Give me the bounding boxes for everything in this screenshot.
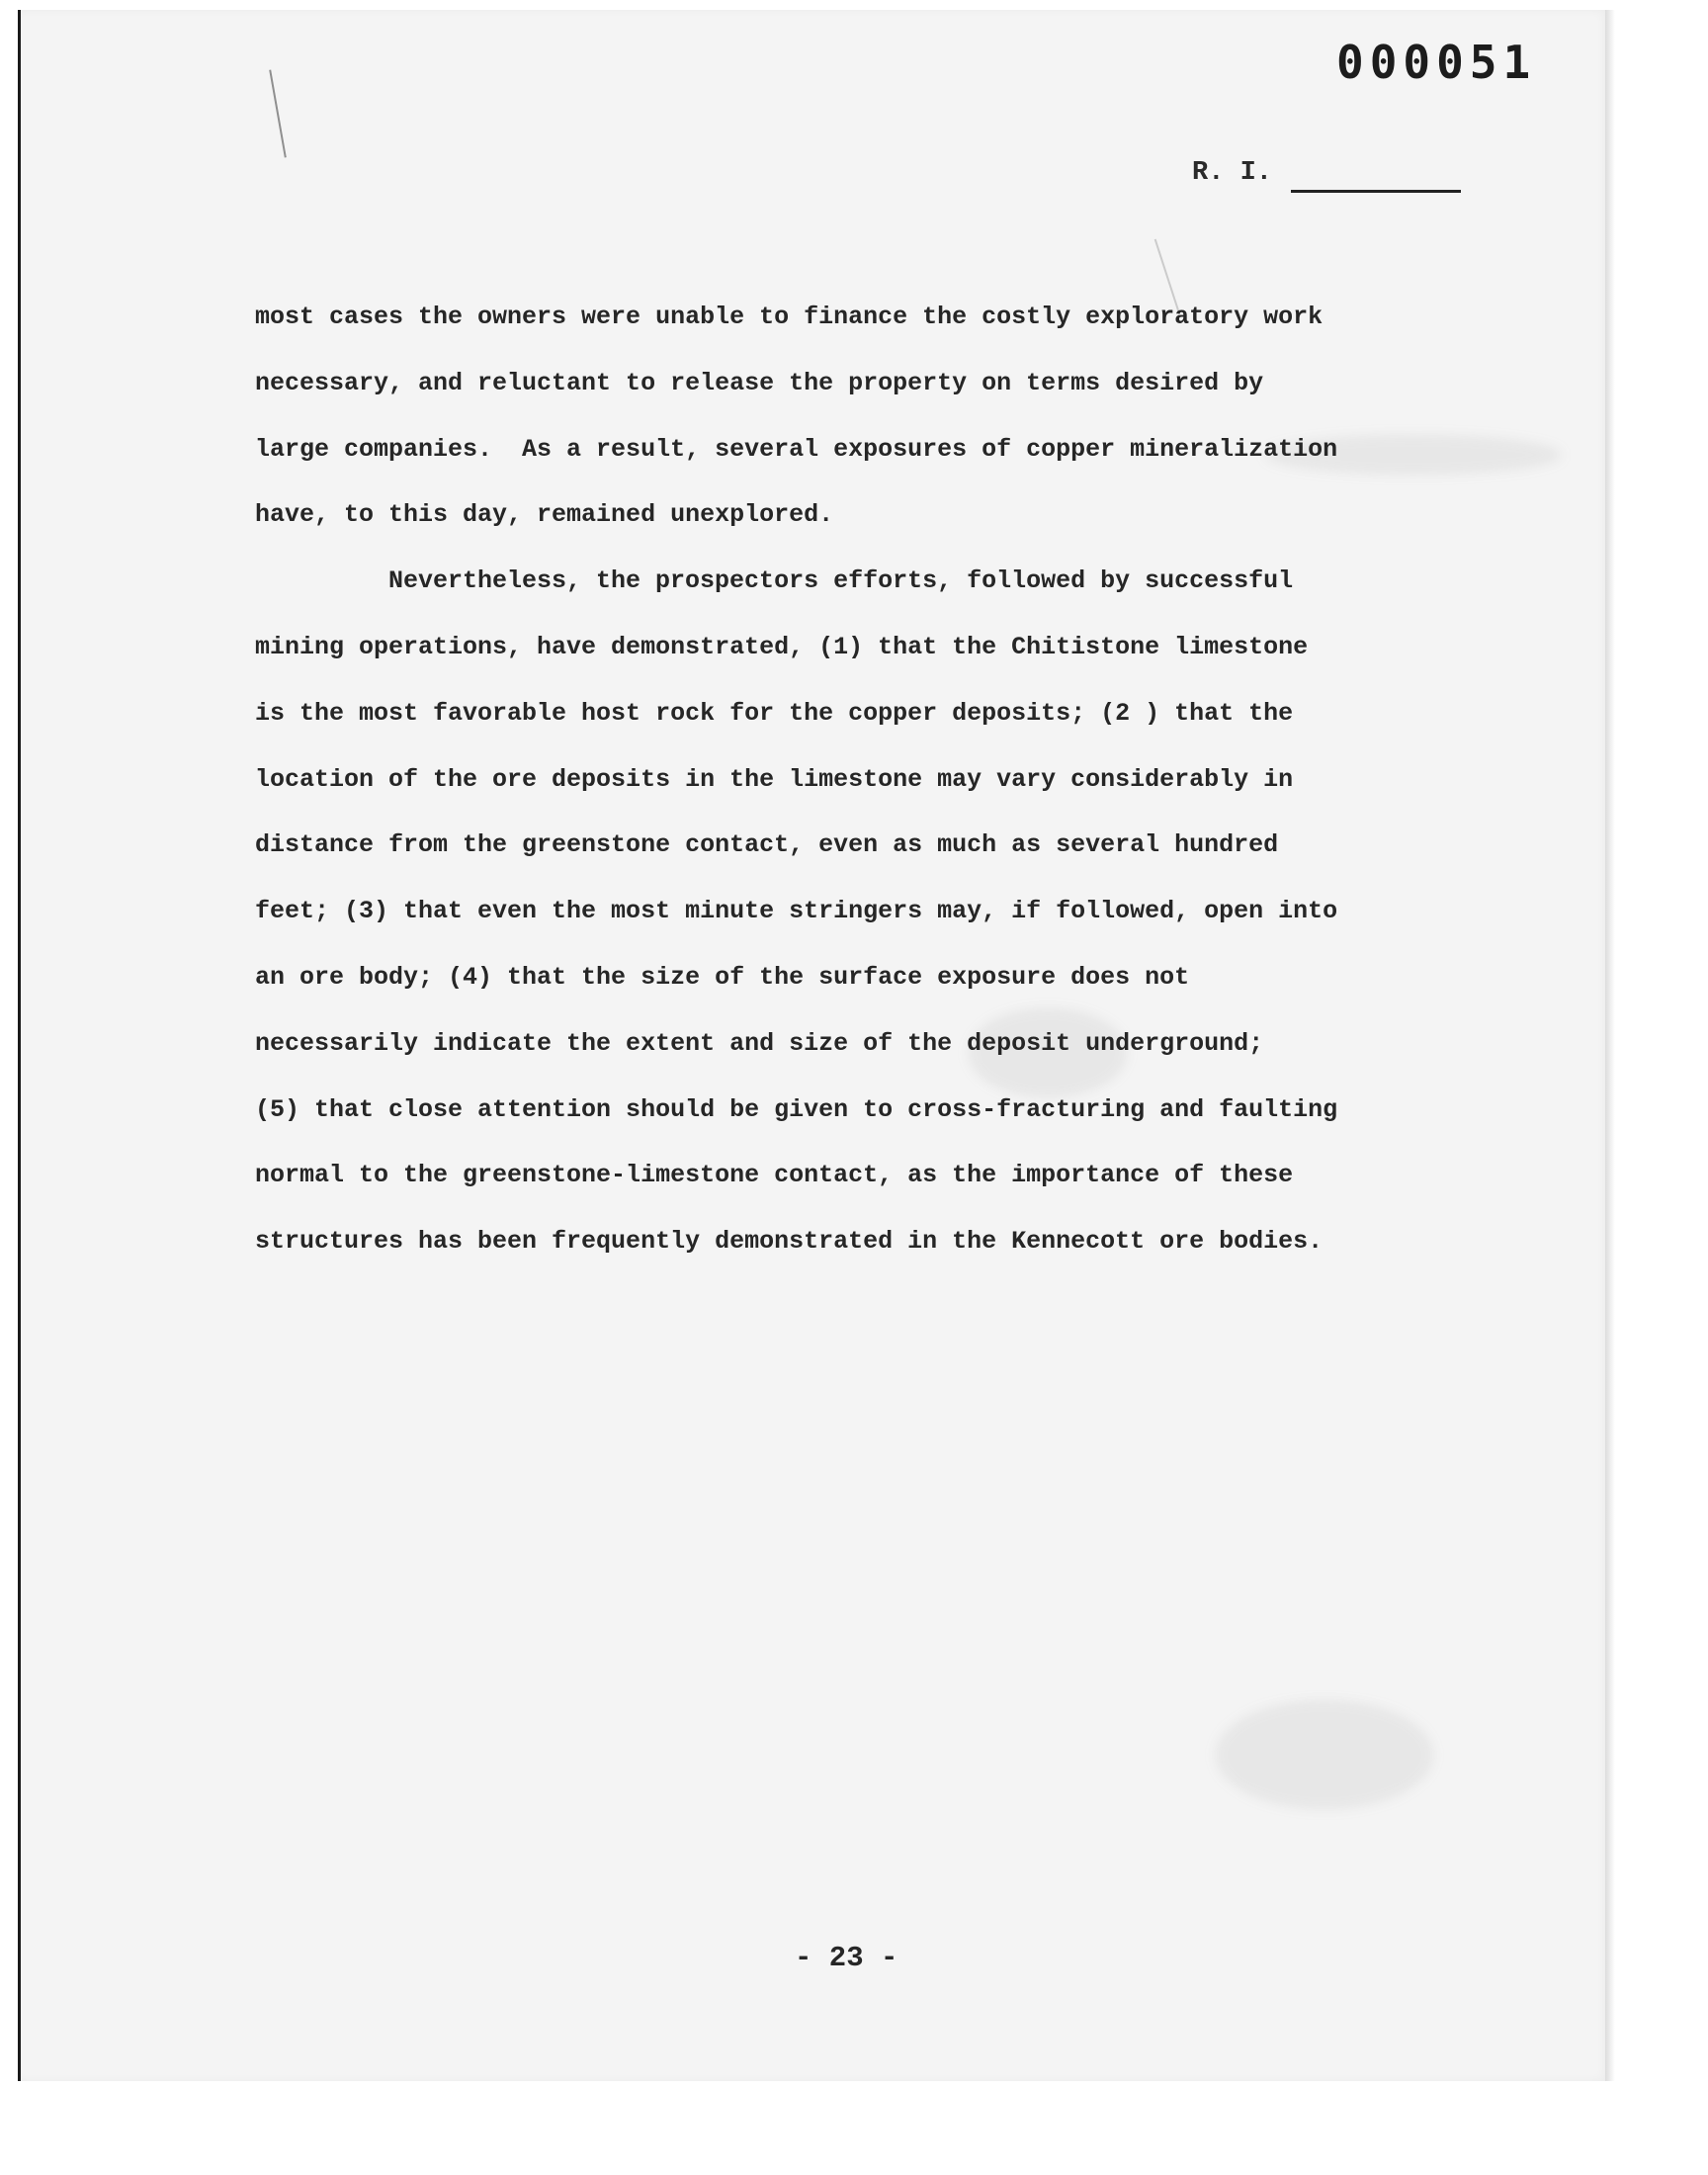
text-line: mining operations, have demonstrated, (1) that the Chitistone limestone [255,632,1309,661]
text-line: have, to this day, remained unexplored. [255,500,834,530]
text-line: (5) that close attention should be given to cross-fracturing and faulting [255,1094,1338,1124]
text-line: distance from the greenstone contact, even as much as several hundred [255,830,1279,860]
document-stamp-number: 000051 [1336,36,1537,89]
text-line: is the most favorable host rock for the copper deposits; (2 ) that the [255,698,1294,728]
scan-smudge [1216,1700,1433,1809]
body-text [255,285,1471,1275]
text-line: necessarily indicate the extent and size of the deposit underground; [255,1028,1264,1058]
page-number: - 23 - [795,1942,898,1974]
ri-label: R. I. [1192,158,1273,188]
ri-blank-line [1291,190,1461,193]
text-line: large companies. As a result, several exposures of copper mineralization [255,434,1338,464]
text-line: location of the ore deposits in the limestone may vary considerably in [255,764,1294,794]
text-line: normal to the greenstone-limestone contact, as the importance of these [255,1161,1294,1190]
text-line: most cases the owners were unable to finance the costly exploratory work [255,303,1324,331]
text-line: structures has been frequently demonstrated in the Kennecott ore bodies. [255,1227,1324,1257]
text-line: feet; (3) that even the most minute stringers may, if followed, open into [255,897,1338,926]
text-line: necessary, and reluctant to release the property on terms desired by [255,368,1264,397]
page-edge-shadow [1605,10,1615,2081]
text-line: an ore body; (4) that the size of the surface exposure does not [255,962,1190,992]
paragraph-start-line: Nevertheless, the prospectors efforts, followed by successful [388,566,1294,596]
